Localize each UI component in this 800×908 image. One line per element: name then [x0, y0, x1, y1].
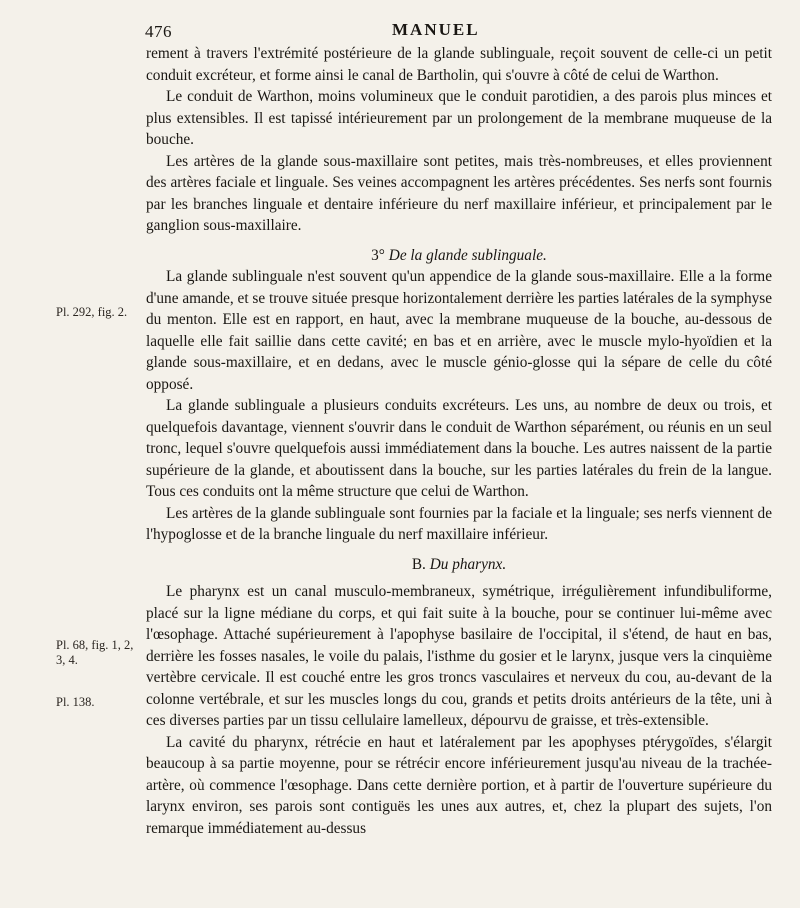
page-number: 476: [145, 22, 172, 41]
margin-note-plate-138: Pl. 138.: [56, 695, 95, 709]
paragraph-bartholin: rement à travers l'extrémité postérieure de la glande sublinguale, reçoit souvent de celle-ci un petit conduit excréteur, et forme ainsi le canal de Bartholin, qui s'ouvre à côté de celui de Warthon.: [146, 45, 772, 84]
paragraph-pharynx-cavity: La cavité du pharynx, rétrécie en haut et latéralement par les apophyses ptérygoïdes, s'élargit beaucoup à sa partie moyenne, pour se rétrécir encore inférieurement jusqu'au niveau de la trachée-artère, où commence l'œsophage. Dans cette dernière portion, et à partir de l'ouverture supérieure du larynx environ, ses parois sont contiguës les unes aux autres, et, chez la plupart des sujets, l'on remarque immédiatement au-dessus: [146, 733, 772, 837]
section-letter: B.: [411, 555, 426, 573]
margin-note-plate-68: Pl. 68, fig. 1, 2, 3, 4.: [56, 638, 134, 667]
paragraph-sublingual-arteries: Les artères de la glande sublinguale sont fournies par la faciale et la linguale; ses nerfs viennent de l'hypoglosse et de la branche linguale du nerf maxillaire inférieur.: [146, 504, 772, 543]
section-title-pharynx: Du pharynx.: [429, 555, 507, 573]
body-text: [146, 43, 772, 839]
section-number: 3°: [371, 246, 385, 264]
paragraph-sublingual-form: La glande sublinguale n'est souvent qu'un appendice de la glande sous-maxillaire. Elle a la forme d'une amande, et se trouve située presque horizontalement derrière les parties latérales de la symphyse du menton. Elle est en rapport, en haut, avec la membrane muqueuse de la bouche, au-dessous de laquelle elle fait saillie dans cette cavité; en bas et en arrière, avec le muscle mylo-hyoïdien et la glande sous-maxillaire, et en dedans, avec le muscle génio-glosse qui la sépare de celle du côté opposé.: [146, 268, 772, 393]
paragraph-sublingual-ducts: La glande sublinguale a plusieurs conduits excréteurs. Les uns, au nombre de deux ou trois, et quelquefois davantage, viennent s'ouvrir dans le conduit de Warthon séparément, ou réunis en un seul tronc, lequel s'ouvre quelquefois aussi immédiatement dans la bouche. Les autres naissent de la partie supérieure de la glande, et aboutissent dans la bouche, sur les parties latérales du frein de la langue. Tous ces conduits ont la même structure que celui de Warthon.: [146, 397, 772, 500]
running-title: MANUEL: [392, 20, 480, 39]
paragraph-pharynx-description: Le pharynx est un canal musculo-membraneux, symétrique, irrégulièrement infundibuliforme, placé sur la ligne médiane du corps, et qui fait suite à la bouche, pour se continuer lui-même avec l'œsophage. Attaché supérieurement à l'apophyse basilaire de l'occipital, il s'étend, de haut en bas, derrière les fosses nasales, le voile du palais, l'isthme du gosier et le larynx, jusque vers la cinquième vertèbre cervicale. Il est couché entre les gros troncs vasculaires et nerveux du cou, au-devant de la colonne vertébrale, et sur les muscles longs du cou, grands et petits droits antérieurs de la tête, uni à ces diverses parties par un tissu cellulaire lamelleux, dépourvu de graisse, et très-extensible.: [146, 583, 772, 729]
section-heading-pharynx: [146, 554, 772, 576]
paragraph-submaxillary-arteries: Les artères de la glande sous-maxillaire sont petites, mais très-nombreuses, et elles proviennent des artères faciale et linguale. Ses veines accompagnent les artères précédentes. Ses nerfs sont fournis par les branches linguale et dentaire inférieure du nerf maxillaire inférieur, et principalement par le ganglion sous-maxillaire.: [146, 152, 772, 234]
section-title: De la glande sublinguale.: [388, 246, 547, 264]
paragraph-warthon-duct: Le conduit de Warthon, moins volumineux que le conduit parotidien, a des parois plus minces et plus extensibles. Il est tapissé intérieurement par un prolongement de la membrane muqueuse de la bouche.: [146, 88, 772, 148]
margin-note-plate-292: Pl. 292, fig. 2.: [56, 305, 128, 319]
page-header: [0, 18, 800, 42]
section-heading-sublingual: [146, 245, 772, 267]
